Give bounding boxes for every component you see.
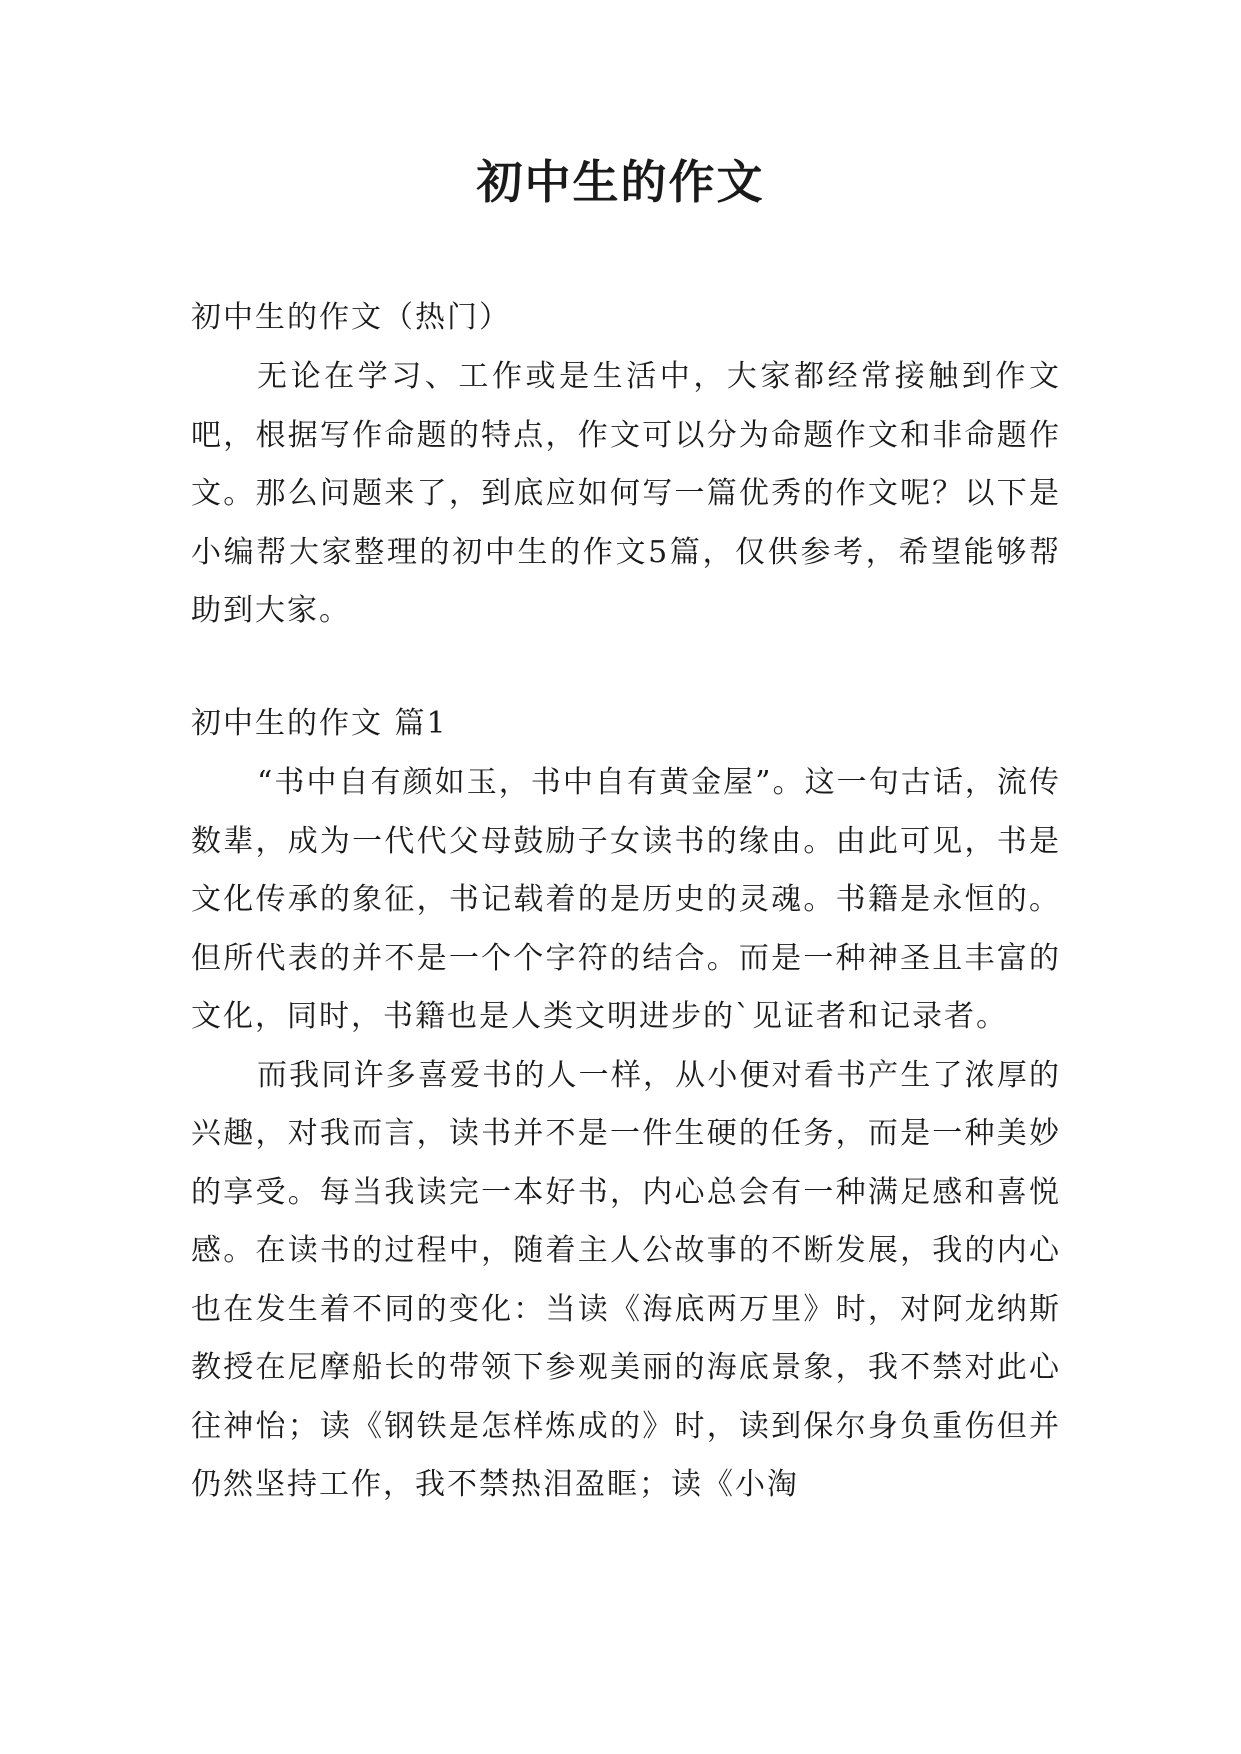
essay-1-heading: 初中生的作文 篇1 xyxy=(191,706,448,741)
essay-1-paragraph-2: 而我同许多喜爱书的人一样，从小便对看书产生了浓厚的兴趣，对我而言，读书并不是一件生硬的任务，而是一种美妙的享受。每当我读完一本好书，内心总会有一种满足感和喜悦感。在读书的过程中，随着主人公故事的不断发展，我的内心也在发生着不同的变化：当读《海底两万里》时，对阿龙纳斯教授在尼摩船长的带领下参观美丽的海底景象，我不禁对此心往神怡；读《钢铁是怎样炼成的》时，读到保尔身负重伤但并仍然坚持工作，我不禁热泪盈眶；读《小淘 xyxy=(191,1057,1061,1502)
intro-paragraph: 无论在学习、工作或是生活中，大家都经常接触到作文吧，根据写作命题的特点，作文可以分为命题作文和非命题作文。那么问题来了，到底应如何写一篇优秀的作文呢？以下是小编帮大家整理的初中生的作文5篇，仅供参考，希望能够帮助到大家。 xyxy=(191,359,1061,628)
intro-heading: 初中生的作文（热门） xyxy=(191,300,511,335)
intro-section xyxy=(191,288,1061,641)
document-title: 初中生的作文 xyxy=(476,155,765,209)
essay-1-section xyxy=(191,694,1061,1515)
essay-1-paragraph-1: “书中自有颜如玉，书中自有黄金屋”。这一句古话，流传数辈，成为一代代父母鼓励子女读书的缘由。由此可见，书是文化传承的象征，书记载着的是历史的灵魂。书籍是永恒的。但所代表的并不是一个个字符的结合。而是一种神圣且丰富的文化，同时，书籍也是人类文明进步的`见证者和记录者。 xyxy=(191,765,1061,1034)
